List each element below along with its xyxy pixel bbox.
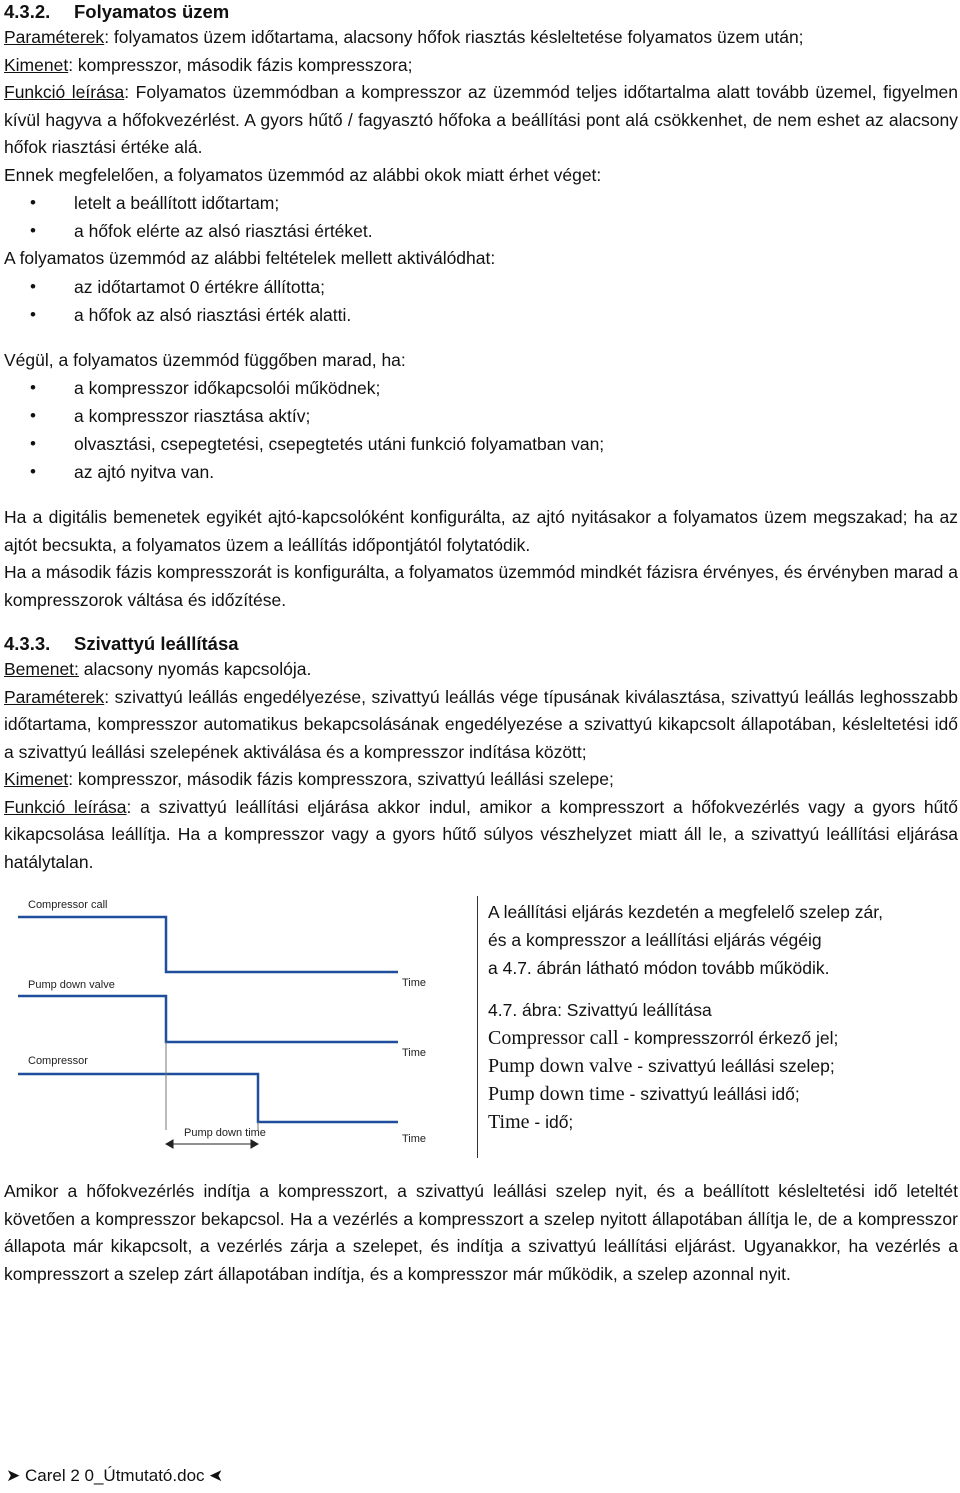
- compressor-call-signal: [18, 917, 398, 972]
- figure-description: [488, 898, 958, 1136]
- output-line: Kimenet: kompresszor, második fázis kompresszora;: [4, 54, 413, 75]
- pump-down-time-label: Pump down time: [184, 1127, 266, 1139]
- pending-intro: Végül, a folyamatos üzemmód függőben marad, ha:: [4, 349, 406, 370]
- list-item: • a hőfok elérte az alsó riasztási értéket.: [4, 217, 958, 245]
- legend-item: Time - idő;: [488, 1111, 574, 1133]
- time-label: Time: [402, 977, 427, 989]
- list-item: • a hőfok az alsó riasztási érték alatti.: [4, 301, 958, 329]
- params-line: Paraméterek: folyamatos üzem időtartama, alacsony hőfok riasztás késleltetése folyamatos üzem után;: [4, 27, 804, 47]
- list-item: • a kompresszor időkapcsolói működnek;: [4, 374, 958, 402]
- document-body: [4, 0, 958, 876]
- footer-arrow-right-icon: ➤: [6, 1466, 21, 1485]
- output-line-2: Kimenet: kompresszor, második fázis kompresszora, szivattyú leállási szelepe;: [4, 769, 614, 789]
- input-line: Bemenet: alacsony nyomás kapcsolója.: [4, 659, 312, 679]
- list-item: • a kompresszor riasztása aktív;: [4, 402, 958, 430]
- door-paragraph: Ha a digitális bemenetek egyikét ajtó-kapcsolóként konfigurálta, az ajtó nyitásakor a folyamatos üzem megszakad; ha az ajtót becsukta, a folyamatos üzem a leállítás időpontjától folytatódik.: [4, 507, 958, 555]
- side-line: A leállítási eljárás kezdetén a megfelelő szelep zár,: [488, 902, 883, 922]
- list-item: • letelt a beállított időtartam;: [4, 189, 958, 217]
- pump-down-timing-diagram: [18, 892, 478, 1160]
- legend-item: Pump down time - szivattyú leállási idő;: [488, 1083, 800, 1105]
- list-item: • az időtartamot 0 értékre állította;: [4, 273, 958, 301]
- list-item: • olvasztási, csepegtetési, csepegtetés utáni funkció folyamatban van;: [4, 430, 958, 458]
- time-label: Time: [402, 1133, 427, 1145]
- closing-paragraph: Amikor a hőfokvezérlés indítja a kompresszort, a szivattyú leállási szelep nyit, és a beállított késleltetési idő leteltét követően a kompresszor bekapcsol. Ha a vezérlés a kompresszort a szelep nyitott állapotában állítja le, de a kompresszor állapota már kikapcsolt, a vezérlés zárja a szelepet, és indítja a szivattyú leállítási eljárást. Ugyanakkor, ha vezérlés a kompresszort a szelep zárt állapotában indítja, és a kompresszor már működik, a szelep azonnal nyit.: [4, 1181, 958, 1284]
- arrow-head-right: [251, 1140, 258, 1148]
- side-line: és a kompresszor a leállítási eljárás végéig: [488, 930, 822, 950]
- function-paragraph: Funkció leírása: Folyamatos üzemmódban a kompresszor az üzemmód teljes időtartalma alatt tovább üzemel, figyelmen kívül hagyva a hőfokvezérlést. A gyors hűtő / fagyasztó hőfoka a beállítási pont alá csökkenhet, de nem eshet az alacsony hőfok riasztási értéke alá.: [4, 82, 958, 157]
- compressor-label: Compressor: [28, 1055, 88, 1067]
- compressor-call-label: Compressor call: [28, 899, 108, 911]
- time-label: Time: [402, 1047, 427, 1059]
- footer: [6, 1466, 224, 1486]
- end-list: [4, 189, 958, 245]
- section-heading-pumpdown: 4.3.3. Szivattyú leállítása: [4, 633, 239, 654]
- compressor-signal: [18, 1074, 398, 1122]
- figure-caption: 4.7. ábra: Szivattyú leállítása: [488, 1000, 712, 1020]
- divider-line: [477, 896, 478, 1158]
- section-heading-continuous: 4.3.2. Folyamatos üzem: [4, 1, 230, 22]
- list-item: • az ajtó nyitva van.: [4, 458, 958, 486]
- activate-intro: A folyamatos üzemmód az alábbi feltételek mellett aktiválódhat:: [4, 248, 496, 268]
- legend-item: Compressor call - kompresszorról érkező jel;: [488, 1027, 839, 1049]
- pump-down-valve-signal: [18, 996, 398, 1042]
- activate-list: [4, 273, 958, 329]
- arrow-head-left: [166, 1140, 173, 1148]
- footer-arrow-left-icon: ➤: [209, 1466, 224, 1485]
- legend-item: Pump down valve - szivattyú leállási szelep;: [488, 1055, 835, 1077]
- function-paragraph-2: Funkció leírása: a szivattyú leállítási eljárása akkor indul, amikor a kompresszort a hőfokvezérlés vagy a gyors hűtő kikapcsolása leállítja. Ha a kompresszor vagy a gyors hűtő súlyos vészhelyzet miatt áll le, a szivattyú leállítási eljárása hatálytalan.: [4, 796, 958, 872]
- side-line: a 4.7. ábrán látható módon tovább működik.: [488, 958, 830, 978]
- pump-down-valve-label: Pump down valve: [28, 979, 115, 991]
- phase-paragraph: Ha a második fázis kompresszorát is konfigurálta, a folyamatos üzemmód mindkét fázisra érvényes, és érvényben marad a kompresszorok váltása és időzítése.: [4, 562, 958, 610]
- pending-list: [4, 374, 958, 486]
- params-paragraph: Paraméterek: szivattyú leállás engedélyezése, szivattyú leállás vége típusának kiválasztása, szivattyú leállás leghosszabb időtartama, kompresszor automatikus bekapcsolásának engedélyezése a szivattyú kikapcsolt állapotában, késleltetési idő a szivattyú leállási szelepének aktiválása és a kompresszor indítása között;: [4, 686, 958, 762]
- end-intro: Ennek megfelelően, a folyamatos üzemmód az alábbi okok miatt érhet véget:: [4, 164, 602, 185]
- footer-filename: Carel 2 0_Útmutató.doc: [24, 1466, 205, 1485]
